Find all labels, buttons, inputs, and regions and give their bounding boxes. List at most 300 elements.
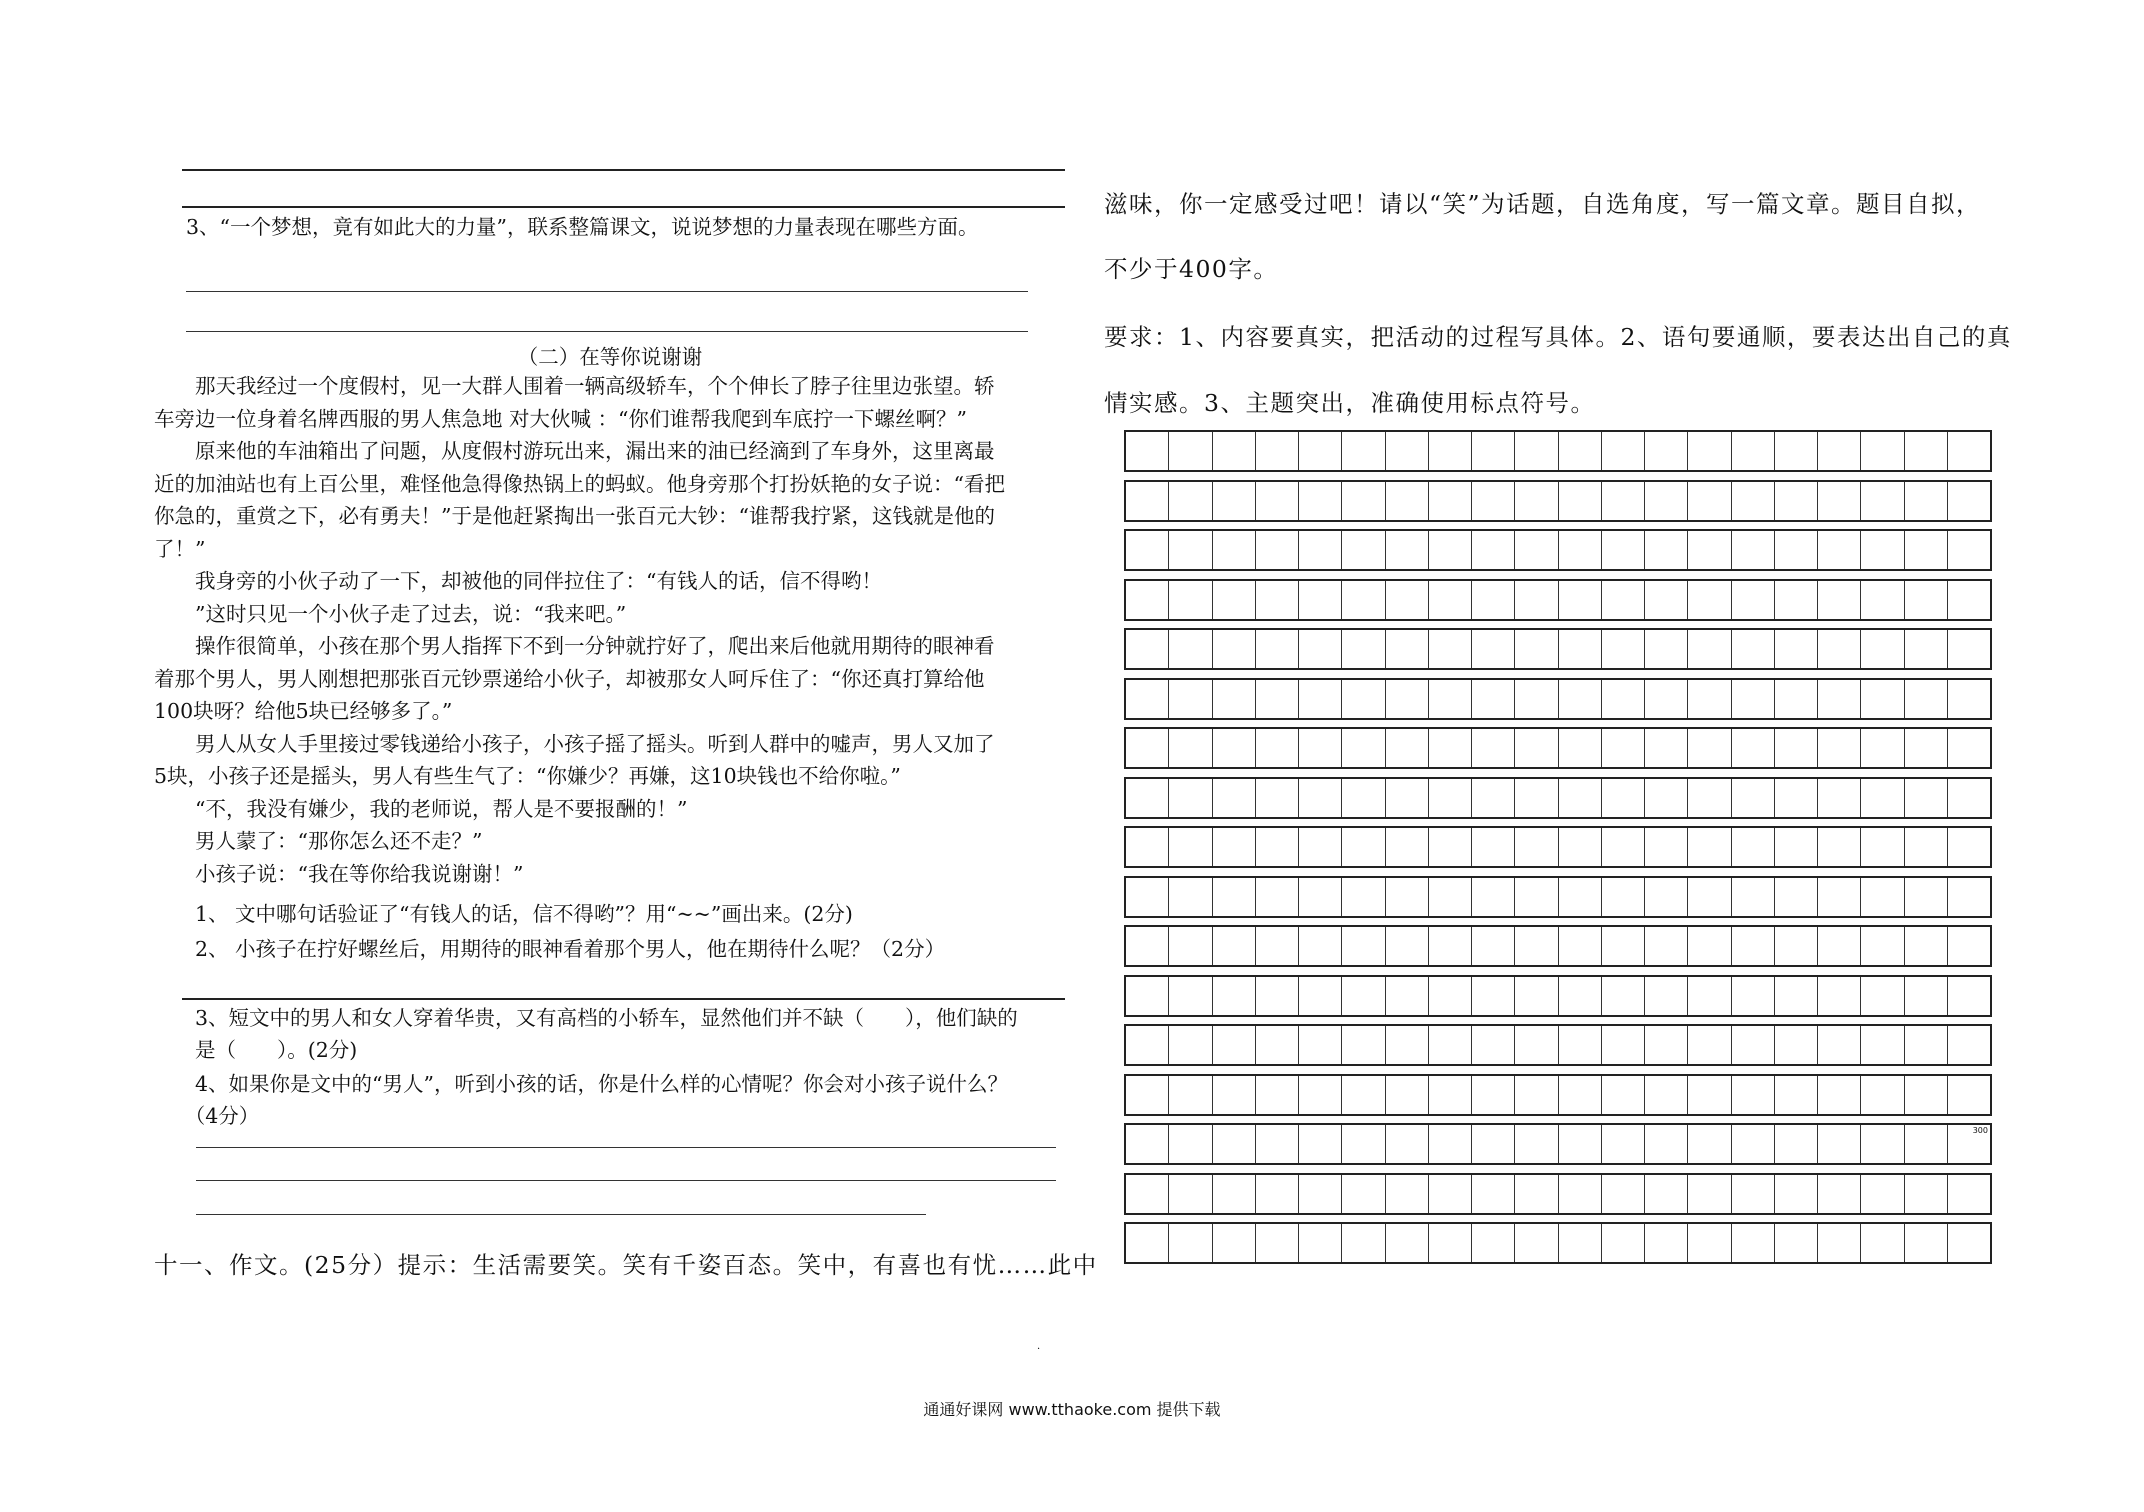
grid-cell[interactable] bbox=[1341, 1175, 1384, 1213]
grid-cell[interactable] bbox=[1774, 482, 1817, 520]
grid-cell[interactable] bbox=[1774, 630, 1817, 668]
grid-cell[interactable] bbox=[1731, 482, 1774, 520]
grid-cell[interactable] bbox=[1558, 1175, 1601, 1213]
grid-cell[interactable] bbox=[1817, 1224, 1860, 1262]
grid-cell[interactable] bbox=[1860, 779, 1903, 817]
grid-cell[interactable] bbox=[1687, 977, 1730, 1015]
grid-cell[interactable] bbox=[1385, 432, 1428, 470]
grid-cell[interactable] bbox=[1212, 581, 1255, 619]
grid-cell[interactable] bbox=[1601, 1076, 1644, 1114]
grid-cell[interactable] bbox=[1644, 878, 1687, 916]
grid-cell[interactable] bbox=[1687, 1076, 1730, 1114]
grid-cell[interactable] bbox=[1255, 581, 1298, 619]
grid-cell[interactable] bbox=[1341, 828, 1384, 866]
grid-cell[interactable] bbox=[1514, 927, 1557, 965]
grid-cell[interactable] bbox=[1904, 779, 1947, 817]
grid-cell[interactable] bbox=[1212, 432, 1255, 470]
grid-cell[interactable] bbox=[1471, 1224, 1514, 1262]
grid-cell[interactable] bbox=[1644, 581, 1687, 619]
grid-cell[interactable] bbox=[1428, 680, 1471, 718]
grid-cell[interactable] bbox=[1644, 1224, 1687, 1262]
grid-cell[interactable] bbox=[1212, 927, 1255, 965]
grid-cell[interactable] bbox=[1904, 630, 1947, 668]
grid-cell[interactable] bbox=[1385, 630, 1428, 668]
grid-cell[interactable] bbox=[1126, 1125, 1168, 1163]
grid-cell[interactable] bbox=[1731, 1224, 1774, 1262]
grid-cell[interactable] bbox=[1341, 432, 1384, 470]
grid-cell[interactable] bbox=[1385, 531, 1428, 569]
grid-cell[interactable] bbox=[1255, 729, 1298, 767]
grid-cell[interactable] bbox=[1774, 680, 1817, 718]
grid-cell[interactable] bbox=[1817, 432, 1860, 470]
grid-cell[interactable] bbox=[1514, 729, 1557, 767]
grid-cell[interactable] bbox=[1687, 482, 1730, 520]
grid-cell[interactable] bbox=[1774, 531, 1817, 569]
grid-cell[interactable] bbox=[1126, 927, 1168, 965]
grid-cell[interactable] bbox=[1947, 1224, 1990, 1262]
grid-cell[interactable] bbox=[1817, 977, 1860, 1015]
grid-cell[interactable] bbox=[1644, 531, 1687, 569]
grid-cell[interactable] bbox=[1514, 680, 1557, 718]
grid-cell[interactable] bbox=[1341, 531, 1384, 569]
grid-cell[interactable] bbox=[1904, 1026, 1947, 1064]
grid-cell[interactable] bbox=[1168, 779, 1211, 817]
grid-cell[interactable] bbox=[1601, 729, 1644, 767]
grid-cell[interactable] bbox=[1774, 1076, 1817, 1114]
grid-cell[interactable] bbox=[1817, 927, 1860, 965]
grid-cell[interactable] bbox=[1471, 531, 1514, 569]
grid-cell[interactable] bbox=[1471, 581, 1514, 619]
grid-cell[interactable] bbox=[1558, 1076, 1601, 1114]
grid-cell[interactable] bbox=[1514, 1175, 1557, 1213]
grid-cell[interactable] bbox=[1860, 729, 1903, 767]
grid-cell[interactable] bbox=[1341, 581, 1384, 619]
grid-cell[interactable] bbox=[1385, 927, 1428, 965]
grid-cell[interactable] bbox=[1126, 531, 1168, 569]
grid-cell[interactable] bbox=[1601, 878, 1644, 916]
grid-cell[interactable] bbox=[1644, 977, 1687, 1015]
grid-cell[interactable] bbox=[1860, 1076, 1903, 1114]
grid-cell[interactable] bbox=[1774, 828, 1817, 866]
grid-cell[interactable] bbox=[1558, 432, 1601, 470]
grid-cell[interactable] bbox=[1731, 878, 1774, 916]
grid-cell[interactable] bbox=[1947, 878, 1990, 916]
grid-cell[interactable] bbox=[1471, 680, 1514, 718]
grid-cell[interactable] bbox=[1731, 927, 1774, 965]
grid-cell[interactable] bbox=[1687, 779, 1730, 817]
grid-cell[interactable] bbox=[1644, 828, 1687, 866]
grid-cell[interactable] bbox=[1255, 927, 1298, 965]
grid-cell[interactable] bbox=[1687, 1224, 1730, 1262]
grid-cell[interactable] bbox=[1168, 1224, 1211, 1262]
grid-cell[interactable] bbox=[1255, 878, 1298, 916]
grid-cell[interactable] bbox=[1385, 779, 1428, 817]
grid-cell[interactable] bbox=[1947, 1076, 1990, 1114]
grid-cell[interactable] bbox=[1212, 630, 1255, 668]
grid-cell[interactable] bbox=[1471, 1125, 1514, 1163]
grid-cell[interactable] bbox=[1904, 1076, 1947, 1114]
grid-cell[interactable] bbox=[1126, 581, 1168, 619]
grid-cell[interactable] bbox=[1168, 630, 1211, 668]
grid-cell[interactable] bbox=[1514, 1224, 1557, 1262]
grid-cell[interactable] bbox=[1471, 482, 1514, 520]
grid-cell[interactable] bbox=[1601, 1026, 1644, 1064]
grid-cell[interactable] bbox=[1341, 1224, 1384, 1262]
grid-cell[interactable] bbox=[1126, 828, 1168, 866]
grid-cell[interactable] bbox=[1947, 779, 1990, 817]
grid-cell[interactable] bbox=[1644, 1026, 1687, 1064]
grid-cell[interactable] bbox=[1687, 828, 1730, 866]
grid-cell[interactable] bbox=[1558, 1224, 1601, 1262]
grid-cell[interactable] bbox=[1731, 1125, 1774, 1163]
grid-cell[interactable] bbox=[1212, 1125, 1255, 1163]
grid-cell[interactable] bbox=[1341, 977, 1384, 1015]
grid-cell[interactable] bbox=[1860, 482, 1903, 520]
grid-cell[interactable] bbox=[1298, 581, 1341, 619]
grid-cell[interactable] bbox=[1514, 432, 1557, 470]
grid-cell[interactable] bbox=[1255, 779, 1298, 817]
grid-cell[interactable] bbox=[1904, 680, 1947, 718]
grid-cell[interactable] bbox=[1514, 630, 1557, 668]
grid-cell[interactable] bbox=[1558, 1125, 1601, 1163]
grid-cell[interactable] bbox=[1428, 432, 1471, 470]
grid-cell[interactable] bbox=[1255, 1026, 1298, 1064]
grid-cell[interactable] bbox=[1212, 1224, 1255, 1262]
grid-cell[interactable] bbox=[1731, 1026, 1774, 1064]
grid-cell[interactable] bbox=[1687, 729, 1730, 767]
grid-cell[interactable] bbox=[1947, 729, 1990, 767]
grid-cell[interactable] bbox=[1601, 828, 1644, 866]
grid-cell[interactable] bbox=[1947, 977, 1990, 1015]
grid-cell[interactable] bbox=[1947, 531, 1990, 569]
grid-cell[interactable] bbox=[1385, 1175, 1428, 1213]
grid-cell[interactable] bbox=[1687, 927, 1730, 965]
grid-cell[interactable] bbox=[1255, 680, 1298, 718]
grid-cell[interactable] bbox=[1212, 531, 1255, 569]
grid-cell[interactable] bbox=[1601, 482, 1644, 520]
grid-cell[interactable] bbox=[1428, 977, 1471, 1015]
grid-cell[interactable] bbox=[1341, 729, 1384, 767]
grid-cell[interactable] bbox=[1644, 630, 1687, 668]
grid-cell[interactable] bbox=[1947, 482, 1990, 520]
grid-cell[interactable] bbox=[1212, 1175, 1255, 1213]
grid-cell[interactable] bbox=[1298, 1224, 1341, 1262]
grid-cell[interactable] bbox=[1558, 729, 1601, 767]
grid-cell[interactable] bbox=[1428, 581, 1471, 619]
grid-cell[interactable] bbox=[1168, 1076, 1211, 1114]
grid-cell[interactable] bbox=[1904, 977, 1947, 1015]
grid-cell[interactable] bbox=[1601, 977, 1644, 1015]
grid-cell[interactable] bbox=[1471, 432, 1514, 470]
grid-cell[interactable] bbox=[1860, 1026, 1903, 1064]
grid-cell[interactable] bbox=[1168, 432, 1211, 470]
grid-cell[interactable] bbox=[1731, 779, 1774, 817]
grid-cell[interactable] bbox=[1255, 977, 1298, 1015]
grid-cell[interactable] bbox=[1385, 1076, 1428, 1114]
grid-cell[interactable] bbox=[1471, 630, 1514, 668]
grid-cell[interactable] bbox=[1514, 581, 1557, 619]
grid-cell[interactable] bbox=[1558, 977, 1601, 1015]
grid-cell[interactable] bbox=[1168, 531, 1211, 569]
grid-cell[interactable] bbox=[1860, 581, 1903, 619]
grid-cell[interactable] bbox=[1904, 1175, 1947, 1213]
grid-cell[interactable] bbox=[1644, 432, 1687, 470]
grid-cell[interactable] bbox=[1860, 531, 1903, 569]
grid-cell[interactable] bbox=[1428, 630, 1471, 668]
grid-cell[interactable] bbox=[1731, 729, 1774, 767]
grid-cell[interactable] bbox=[1212, 482, 1255, 520]
grid-cell[interactable] bbox=[1514, 828, 1557, 866]
grid-cell[interactable] bbox=[1817, 680, 1860, 718]
grid-cell[interactable] bbox=[1255, 1224, 1298, 1262]
grid-cell[interactable] bbox=[1644, 680, 1687, 718]
grid-cell[interactable] bbox=[1687, 432, 1730, 470]
grid-cell[interactable] bbox=[1298, 531, 1341, 569]
grid-cell[interactable] bbox=[1341, 680, 1384, 718]
grid-cell[interactable] bbox=[1471, 1076, 1514, 1114]
grid-cell[interactable] bbox=[1644, 1076, 1687, 1114]
grid-cell[interactable] bbox=[1298, 779, 1341, 817]
grid-cell[interactable] bbox=[1385, 1224, 1428, 1262]
grid-cell[interactable] bbox=[1947, 1026, 1990, 1064]
grid-cell[interactable] bbox=[1731, 977, 1774, 1015]
grid-cell[interactable] bbox=[1471, 729, 1514, 767]
grid-cell[interactable] bbox=[1558, 482, 1601, 520]
grid-cell[interactable] bbox=[1601, 432, 1644, 470]
grid-cell[interactable] bbox=[1298, 680, 1341, 718]
grid-cell[interactable] bbox=[1341, 482, 1384, 520]
grid-cell[interactable] bbox=[1212, 977, 1255, 1015]
grid-cell[interactable] bbox=[1298, 927, 1341, 965]
grid-cell[interactable] bbox=[1428, 482, 1471, 520]
grid-cell[interactable] bbox=[1212, 1076, 1255, 1114]
grid-cell[interactable] bbox=[1904, 432, 1947, 470]
grid-cell[interactable] bbox=[1731, 1076, 1774, 1114]
grid-cell[interactable] bbox=[1644, 1125, 1687, 1163]
grid-cell[interactable] bbox=[1817, 1026, 1860, 1064]
grid-cell[interactable] bbox=[1687, 1026, 1730, 1064]
grid-cell[interactable] bbox=[1168, 482, 1211, 520]
grid-cell[interactable] bbox=[1731, 432, 1774, 470]
grid-cell[interactable] bbox=[1255, 1175, 1298, 1213]
grid-cell[interactable] bbox=[1558, 828, 1601, 866]
grid-cell[interactable] bbox=[1168, 1125, 1211, 1163]
grid-cell[interactable] bbox=[1212, 779, 1255, 817]
grid-cell[interactable] bbox=[1860, 878, 1903, 916]
grid-cell[interactable] bbox=[1860, 630, 1903, 668]
grid-cell[interactable] bbox=[1298, 1125, 1341, 1163]
grid-cell[interactable] bbox=[1774, 1125, 1817, 1163]
grid-cell[interactable] bbox=[1860, 977, 1903, 1015]
grid-cell[interactable] bbox=[1687, 878, 1730, 916]
grid-cell[interactable] bbox=[1471, 878, 1514, 916]
grid-cell[interactable] bbox=[1860, 1224, 1903, 1262]
grid-cell[interactable] bbox=[1385, 581, 1428, 619]
grid-cell[interactable] bbox=[1817, 828, 1860, 866]
grid-cell[interactable] bbox=[1126, 779, 1168, 817]
grid-cell[interactable] bbox=[1860, 432, 1903, 470]
grid-cell[interactable] bbox=[1687, 581, 1730, 619]
grid-cell[interactable] bbox=[1774, 927, 1817, 965]
grid-cell[interactable] bbox=[1947, 1125, 1990, 1163]
grid-cell[interactable] bbox=[1904, 581, 1947, 619]
grid-cell[interactable] bbox=[1428, 779, 1471, 817]
grid-cell[interactable] bbox=[1471, 927, 1514, 965]
grid-cell[interactable] bbox=[1558, 1026, 1601, 1064]
grid-cell[interactable] bbox=[1817, 482, 1860, 520]
grid-cell[interactable] bbox=[1341, 927, 1384, 965]
grid-cell[interactable] bbox=[1126, 1076, 1168, 1114]
grid-cell[interactable] bbox=[1558, 581, 1601, 619]
grid-cell[interactable] bbox=[1817, 630, 1860, 668]
grid-cell[interactable] bbox=[1428, 927, 1471, 965]
grid-cell[interactable] bbox=[1385, 482, 1428, 520]
grid-cell[interactable] bbox=[1817, 581, 1860, 619]
grid-cell[interactable] bbox=[1255, 828, 1298, 866]
grid-cell[interactable] bbox=[1514, 878, 1557, 916]
grid-cell[interactable] bbox=[1298, 977, 1341, 1015]
grid-cell[interactable] bbox=[1255, 482, 1298, 520]
grid-cell[interactable] bbox=[1385, 1125, 1428, 1163]
grid-cell[interactable] bbox=[1126, 680, 1168, 718]
grid-cell[interactable] bbox=[1817, 779, 1860, 817]
grid-cell[interactable] bbox=[1904, 927, 1947, 965]
grid-cell[interactable] bbox=[1385, 1026, 1428, 1064]
grid-cell[interactable] bbox=[1126, 729, 1168, 767]
grid-cell[interactable] bbox=[1774, 779, 1817, 817]
grid-cell[interactable] bbox=[1385, 878, 1428, 916]
grid-cell[interactable] bbox=[1947, 828, 1990, 866]
grid-cell[interactable] bbox=[1514, 977, 1557, 1015]
grid-cell[interactable] bbox=[1298, 828, 1341, 866]
grid-cell[interactable] bbox=[1298, 1076, 1341, 1114]
grid-cell[interactable] bbox=[1687, 531, 1730, 569]
grid-cell[interactable] bbox=[1774, 729, 1817, 767]
grid-cell[interactable] bbox=[1341, 1125, 1384, 1163]
grid-cell[interactable] bbox=[1471, 977, 1514, 1015]
grid-cell[interactable] bbox=[1731, 828, 1774, 866]
grid-cell[interactable] bbox=[1860, 1125, 1903, 1163]
grid-cell[interactable] bbox=[1817, 1175, 1860, 1213]
grid-cell[interactable] bbox=[1947, 927, 1990, 965]
grid-cell[interactable] bbox=[1341, 878, 1384, 916]
grid-cell[interactable] bbox=[1731, 531, 1774, 569]
grid-cell[interactable] bbox=[1601, 779, 1644, 817]
grid-cell[interactable] bbox=[1558, 680, 1601, 718]
grid-cell[interactable] bbox=[1817, 729, 1860, 767]
grid-cell[interactable] bbox=[1904, 482, 1947, 520]
grid-cell[interactable] bbox=[1687, 630, 1730, 668]
grid-cell[interactable] bbox=[1644, 1175, 1687, 1213]
grid-cell[interactable] bbox=[1904, 1125, 1947, 1163]
grid-cell[interactable] bbox=[1471, 828, 1514, 866]
grid-cell[interactable] bbox=[1774, 432, 1817, 470]
grid-cell[interactable] bbox=[1731, 1175, 1774, 1213]
grid-cell[interactable] bbox=[1904, 828, 1947, 866]
grid-cell[interactable] bbox=[1168, 927, 1211, 965]
grid-cell[interactable] bbox=[1255, 531, 1298, 569]
grid-cell[interactable] bbox=[1126, 630, 1168, 668]
grid-cell[interactable] bbox=[1687, 680, 1730, 718]
grid-cell[interactable] bbox=[1774, 977, 1817, 1015]
grid-cell[interactable] bbox=[1168, 1026, 1211, 1064]
grid-cell[interactable] bbox=[1904, 878, 1947, 916]
grid-cell[interactable] bbox=[1904, 531, 1947, 569]
grid-cell[interactable] bbox=[1817, 1125, 1860, 1163]
grid-cell[interactable] bbox=[1212, 729, 1255, 767]
grid-cell[interactable] bbox=[1212, 878, 1255, 916]
grid-cell[interactable] bbox=[1774, 1026, 1817, 1064]
grid-cell[interactable] bbox=[1255, 432, 1298, 470]
grid-cell[interactable] bbox=[1428, 878, 1471, 916]
grid-cell[interactable] bbox=[1904, 729, 1947, 767]
grid-cell[interactable] bbox=[1126, 1224, 1168, 1262]
grid-cell[interactable] bbox=[1168, 878, 1211, 916]
grid-cell[interactable] bbox=[1471, 1175, 1514, 1213]
grid-cell[interactable] bbox=[1212, 828, 1255, 866]
grid-cell[interactable] bbox=[1298, 1175, 1341, 1213]
grid-cell[interactable] bbox=[1601, 531, 1644, 569]
grid-cell[interactable] bbox=[1428, 1076, 1471, 1114]
grid-cell[interactable] bbox=[1126, 482, 1168, 520]
grid-cell[interactable] bbox=[1255, 630, 1298, 668]
grid-cell[interactable] bbox=[1817, 531, 1860, 569]
grid-cell[interactable] bbox=[1212, 680, 1255, 718]
grid-cell[interactable] bbox=[1687, 1125, 1730, 1163]
grid-cell[interactable] bbox=[1558, 531, 1601, 569]
grid-cell[interactable] bbox=[1644, 729, 1687, 767]
grid-cell[interactable] bbox=[1860, 828, 1903, 866]
grid-cell[interactable] bbox=[1601, 630, 1644, 668]
grid-cell[interactable] bbox=[1947, 1175, 1990, 1213]
grid-cell[interactable] bbox=[1298, 630, 1341, 668]
grid-cell[interactable] bbox=[1860, 1175, 1903, 1213]
grid-cell[interactable] bbox=[1904, 1224, 1947, 1262]
grid-cell[interactable] bbox=[1341, 1026, 1384, 1064]
grid-cell[interactable] bbox=[1341, 630, 1384, 668]
grid-cell[interactable] bbox=[1255, 1076, 1298, 1114]
grid-cell[interactable] bbox=[1428, 1125, 1471, 1163]
grid-cell[interactable] bbox=[1385, 977, 1428, 1015]
grid-cell[interactable] bbox=[1428, 1224, 1471, 1262]
grid-cell[interactable] bbox=[1298, 729, 1341, 767]
grid-cell[interactable] bbox=[1126, 1175, 1168, 1213]
grid-cell[interactable] bbox=[1514, 1026, 1557, 1064]
grid-cell[interactable] bbox=[1298, 432, 1341, 470]
grid-cell[interactable] bbox=[1385, 729, 1428, 767]
grid-cell[interactable] bbox=[1168, 680, 1211, 718]
grid-cell[interactable] bbox=[1471, 1026, 1514, 1064]
grid-cell[interactable] bbox=[1731, 630, 1774, 668]
grid-cell[interactable] bbox=[1947, 630, 1990, 668]
grid-cell[interactable] bbox=[1644, 779, 1687, 817]
grid-cell[interactable] bbox=[1428, 1175, 1471, 1213]
grid-cell[interactable] bbox=[1168, 1175, 1211, 1213]
grid-cell[interactable] bbox=[1558, 630, 1601, 668]
grid-cell[interactable] bbox=[1601, 680, 1644, 718]
grid-cell[interactable] bbox=[1687, 1175, 1730, 1213]
grid-cell[interactable] bbox=[1514, 1076, 1557, 1114]
grid-cell[interactable] bbox=[1428, 729, 1471, 767]
grid-cell[interactable] bbox=[1168, 828, 1211, 866]
grid-cell[interactable] bbox=[1126, 1026, 1168, 1064]
grid-cell[interactable] bbox=[1385, 680, 1428, 718]
grid-cell[interactable] bbox=[1558, 779, 1601, 817]
grid-cell[interactable] bbox=[1860, 927, 1903, 965]
grid-cell[interactable] bbox=[1341, 1076, 1384, 1114]
grid-cell[interactable] bbox=[1428, 531, 1471, 569]
grid-cell[interactable] bbox=[1601, 1224, 1644, 1262]
